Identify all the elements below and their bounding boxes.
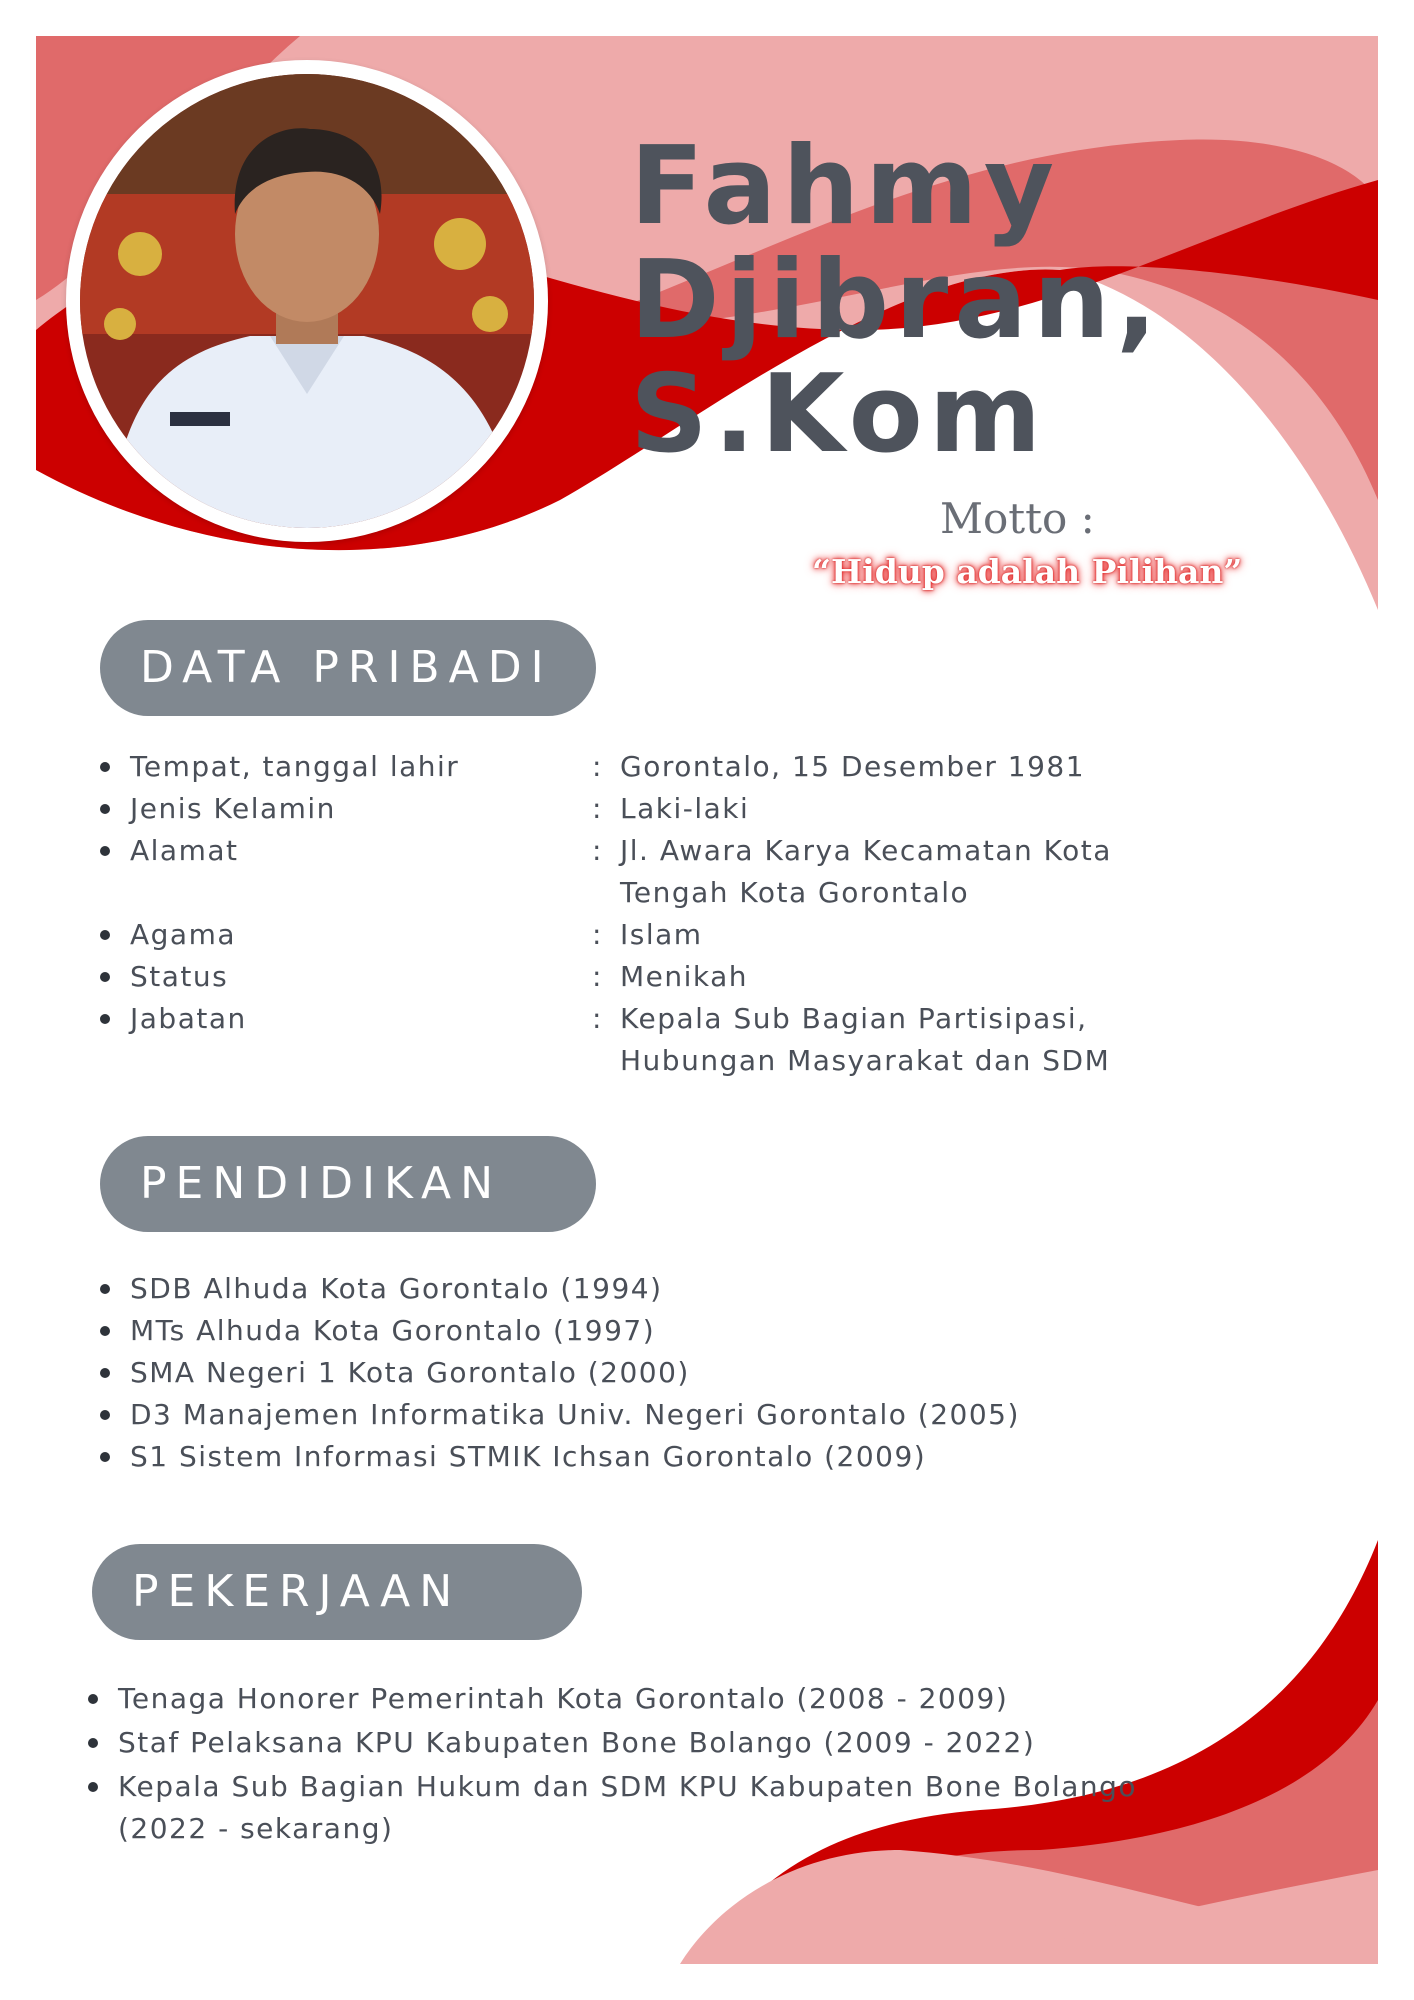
list-item bbox=[88, 1766, 1158, 1850]
education-item: SMA Negeri 1 Kota Gorontalo (2000) bbox=[130, 1356, 690, 1389]
bullet-icon bbox=[100, 1014, 110, 1024]
data-label: Alamat bbox=[130, 834, 239, 867]
data-row-birth bbox=[100, 746, 1300, 788]
motto-label: Motto : bbox=[940, 494, 1095, 543]
name-line-3: S.Kom bbox=[630, 352, 1048, 477]
data-separator: : bbox=[592, 834, 603, 867]
pendidikan-list bbox=[100, 1268, 1300, 1478]
data-label: Jenis Kelamin bbox=[130, 792, 336, 825]
data-label: Jabatan bbox=[130, 1002, 247, 1035]
list-item bbox=[100, 1352, 1300, 1394]
bullet-icon bbox=[100, 804, 110, 814]
bullet-icon bbox=[100, 972, 110, 982]
list-item bbox=[100, 1436, 1300, 1478]
motto-text: “Hidup adalah Pilihan” bbox=[812, 552, 1243, 591]
bullet-icon bbox=[100, 846, 110, 856]
job-item: Tenaga Honorer Pemerintah Kota Gorontalo (2008 - 2009) bbox=[118, 1682, 1009, 1715]
data-row-religion bbox=[100, 914, 1300, 956]
data-pribadi-list bbox=[100, 746, 1300, 1082]
data-separator: : bbox=[592, 750, 603, 783]
data-value: Menikah bbox=[620, 960, 749, 993]
heading-pendidikan: PENDIDIKAN bbox=[100, 1136, 596, 1232]
bullet-icon bbox=[100, 762, 110, 772]
education-item: SDB Alhuda Kota Gorontalo (1994) bbox=[130, 1272, 663, 1305]
job-item: Staf Pelaksana KPU Kabupaten Bone Bolango (2009 - 2022) bbox=[118, 1726, 1036, 1759]
data-value: Gorontalo, 15 Desember 1981 bbox=[620, 750, 1086, 783]
list-item bbox=[88, 1678, 1168, 1720]
data-row-position bbox=[100, 998, 1300, 1082]
data-separator: : bbox=[592, 792, 603, 825]
heading-pekerjaan: PEKERJAAN bbox=[92, 1544, 582, 1640]
list-item bbox=[100, 1268, 1300, 1310]
bullet-icon bbox=[100, 1326, 110, 1336]
data-separator: : bbox=[592, 960, 603, 993]
data-row-status bbox=[100, 956, 1300, 998]
person-name bbox=[630, 124, 1370, 477]
data-value: Laki-laki bbox=[620, 792, 750, 825]
education-item: MTs Alhuda Kota Gorontalo (1997) bbox=[130, 1314, 656, 1347]
pekerjaan-list bbox=[88, 1678, 1168, 1850]
bullet-icon bbox=[100, 1284, 110, 1294]
bullet-icon bbox=[100, 930, 110, 940]
bullet-icon bbox=[88, 1694, 98, 1704]
name-line-1: Fahmy bbox=[630, 124, 1061, 249]
data-label: Agama bbox=[130, 918, 237, 951]
data-label: Status bbox=[130, 960, 229, 993]
bullet-icon bbox=[100, 1452, 110, 1462]
heading-data-pribadi: DATA PRIBADI bbox=[100, 620, 596, 716]
bullet-icon bbox=[88, 1782, 98, 1792]
data-row-gender bbox=[100, 788, 1300, 830]
education-item: D3 Manajemen Informatika Univ. Negeri Gorontalo (2005) bbox=[130, 1398, 1020, 1431]
data-label: Tempat, tanggal lahir bbox=[130, 750, 460, 783]
data-separator: : bbox=[592, 918, 603, 951]
bullet-icon bbox=[100, 1368, 110, 1378]
data-value: Islam bbox=[620, 918, 703, 951]
profile-photo bbox=[80, 74, 534, 528]
data-value: Jl. Awara Karya Kecamatan Kota Tengah Kota Gorontalo bbox=[620, 834, 1112, 909]
education-item: S1 Sistem Informasi STMIK Ichsan Gorontalo (2009) bbox=[130, 1440, 927, 1473]
list-item bbox=[100, 1394, 1300, 1436]
list-item bbox=[100, 1310, 1300, 1352]
data-separator: : bbox=[592, 1002, 603, 1035]
data-row-address bbox=[100, 830, 1300, 914]
profile-photo-frame bbox=[66, 60, 548, 542]
list-item bbox=[88, 1722, 1168, 1764]
bullet-icon bbox=[88, 1738, 98, 1748]
job-item: Kepala Sub Bagian Hukum dan SDM KPU Kabupaten Bone Bolango (2022 - sekarang) bbox=[118, 1770, 1138, 1845]
bullet-icon bbox=[100, 1410, 110, 1420]
name-line-2: Djibran, bbox=[630, 238, 1164, 363]
data-value: Kepala Sub Bagian Partisipasi, Hubungan Masyarakat dan SDM bbox=[620, 1002, 1111, 1077]
